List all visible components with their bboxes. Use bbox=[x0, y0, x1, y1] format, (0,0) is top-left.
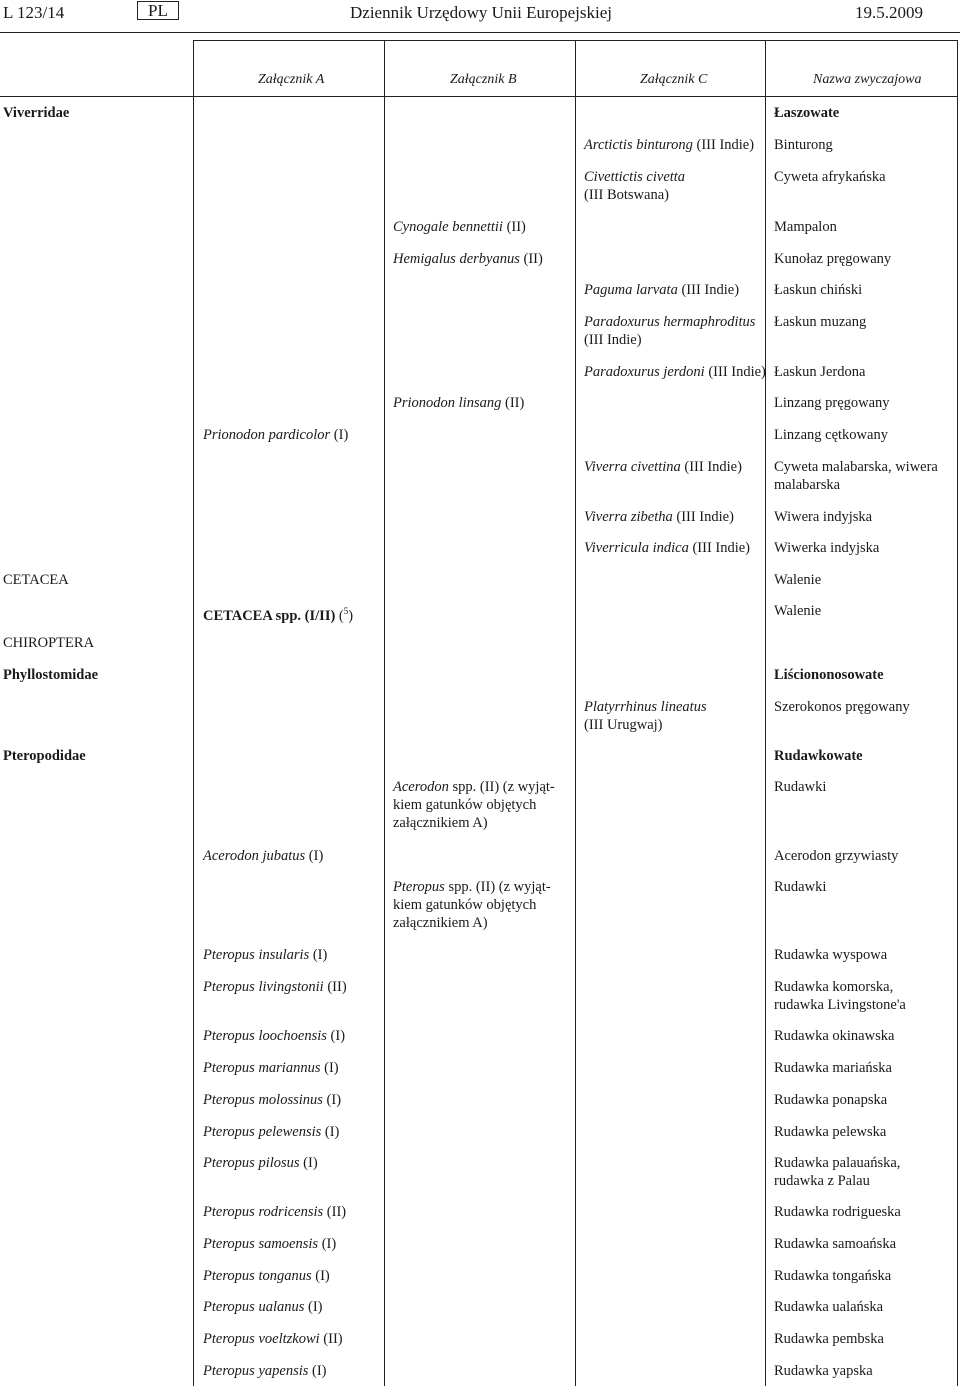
annex-c-cell: Paradoxurus hermaphroditus (III Indie) bbox=[584, 314, 756, 348]
annex-c-cell: Viverricula indica (III Indie) bbox=[584, 540, 751, 556]
common-name-cell: Wiwera indyjska bbox=[774, 509, 873, 525]
column-divider bbox=[384, 40, 385, 1386]
annex-b-cell: Cynogale bennettii (II) bbox=[393, 219, 526, 235]
annex-a-cell: Pteropus yapensis (I) bbox=[203, 1363, 327, 1379]
common-name-cell: Rudawka palauańska, rudawka z Palau bbox=[774, 1155, 901, 1189]
common-name-cell: Cyweta afrykańska bbox=[774, 169, 886, 185]
column-header-annex-b: Załącznik B bbox=[450, 72, 517, 87]
column-divider bbox=[957, 40, 958, 1386]
annex-c-cell: Viverra zibetha (III Indie) bbox=[584, 509, 734, 525]
annex-c-cell: Viverra civettina (III Indie) bbox=[584, 459, 742, 475]
taxon-cell: Viverridae bbox=[3, 105, 70, 121]
common-name-cell: Łaskun chiński bbox=[774, 282, 863, 298]
annex-a-cell: CETACEA spp. (I/II) ($^5$) bbox=[203, 606, 354, 624]
column-divider bbox=[765, 40, 766, 1386]
common-name-cell: Rudawki bbox=[774, 879, 827, 895]
common-name-cell: Łaskun Jerdona bbox=[774, 364, 866, 380]
annex-b-cell: Prionodon linsang (II) bbox=[393, 395, 525, 411]
taxon-cell: CETACEA bbox=[3, 572, 69, 588]
annex-a-cell: Pteropus ualanus (I) bbox=[203, 1299, 323, 1315]
column-header-annex-a: Załącznik A bbox=[258, 72, 325, 87]
journal-title: Dziennik Urzędowy Unii Europejskiej bbox=[350, 3, 613, 22]
common-name-cell: Szerokonos pręgowany bbox=[774, 699, 910, 715]
common-name-cell: Kunołaz pręgowany bbox=[774, 251, 892, 267]
taxon-cell: Pteropodidae bbox=[3, 748, 86, 764]
language-badge: PL bbox=[137, 1, 179, 20]
common-name-cell: Rudawka mariańska bbox=[774, 1060, 892, 1076]
common-name-cell: Rudawka pelewska bbox=[774, 1124, 887, 1140]
annex-a-cell: Pteropus insularis (I) bbox=[203, 947, 328, 963]
annex-a-cell: Pteropus mariannus (I) bbox=[203, 1060, 339, 1076]
common-name-cell: Rudawkowate bbox=[774, 748, 863, 764]
publication-date: 19.5.2009 bbox=[855, 3, 923, 22]
annex-a-cell: Pteropus tonganus (I) bbox=[203, 1268, 330, 1284]
common-name-cell: Łaszowate bbox=[774, 105, 840, 121]
annex-b-cell: Acerodon spp. (II) (z wyjąt- kiem gatunków objętych załącznikiem A) bbox=[393, 779, 555, 831]
annex-a-cell: Pteropus samoensis (I) bbox=[203, 1236, 337, 1252]
annex-a-cell: Pteropus livingstonii (II) bbox=[203, 979, 347, 995]
annex-c-cell: Paguma larvata (III Indie) bbox=[584, 282, 740, 298]
column-divider bbox=[575, 40, 576, 1386]
common-name-cell: Walenie bbox=[774, 603, 822, 619]
common-name-cell: Walenie bbox=[774, 572, 822, 588]
header-rule bbox=[0, 32, 960, 33]
common-name-cell: Acerodon grzywiasty bbox=[774, 848, 899, 864]
common-name-cell: Rudawka ualańska bbox=[774, 1299, 884, 1315]
annex-c-cell: Civettictis civetta (III Botswana) bbox=[584, 169, 686, 203]
annex-a-cell: Acerodon jubatus (I) bbox=[203, 848, 324, 864]
common-name-cell: Liściononosowate bbox=[774, 667, 884, 683]
common-name-cell: Rudawka wyspowa bbox=[774, 947, 888, 963]
common-name-cell: Binturong bbox=[774, 137, 833, 153]
common-name-cell: Rudawka komorska, rudawka Livingstone'a bbox=[774, 979, 906, 1013]
table-header-rule bbox=[0, 96, 958, 97]
annex-c-cell: Paradoxurus jerdoni (III Indie) bbox=[584, 364, 766, 380]
page-ref: L 123/14 bbox=[3, 3, 65, 22]
common-name-cell: Linzang pręgowany bbox=[774, 395, 890, 411]
common-name-cell: Rudawka rodrigueska bbox=[774, 1204, 901, 1220]
common-name-cell: Rudawka tongańska bbox=[774, 1268, 892, 1284]
common-name-cell: Cyweta malabarska, wiwera malabarska bbox=[774, 459, 938, 493]
taxon-cell: Phyllostomidae bbox=[3, 667, 99, 683]
annex-b-cell: Pteropus spp. (II) (z wyjąt- kiem gatunków objętych załącznikiem A) bbox=[393, 879, 551, 931]
taxon-cell: CHIROPTERA bbox=[3, 635, 95, 651]
column-divider bbox=[193, 40, 194, 1386]
annex-a-cell: Prionodon pardicolor (I) bbox=[203, 427, 349, 443]
annex-c-cell: Platyrrhinus lineatus (III Urugwaj) bbox=[584, 699, 707, 733]
common-name-cell: Wiwerka indyjska bbox=[774, 540, 880, 556]
annex-a-cell: Pteropus rodricensis (II) bbox=[203, 1204, 347, 1220]
common-name-cell: Mampalon bbox=[774, 219, 837, 235]
annex-c-cell: Arctictis binturong (III Indie) bbox=[584, 137, 755, 153]
annex-a-cell: Pteropus pilosus (I) bbox=[203, 1155, 318, 1171]
annex-a-cell: Pteropus voeltzkowi (II) bbox=[203, 1331, 343, 1347]
annex-b-cell: Hemigalus derbyanus (II) bbox=[393, 251, 543, 267]
common-name-cell: Łaskun muzang bbox=[774, 314, 867, 330]
annex-a-cell: Pteropus molossinus (I) bbox=[203, 1092, 342, 1108]
column-header-annex-c: Załącznik C bbox=[640, 72, 708, 87]
annex-a-cell: Pteropus loochoensis (I) bbox=[203, 1028, 346, 1044]
common-name-cell: Rudawka okinawska bbox=[774, 1028, 895, 1044]
common-name-cell: Rudawka yapska bbox=[774, 1363, 873, 1379]
common-name-cell: Linzang cętkowany bbox=[774, 427, 888, 443]
common-name-cell: Rudawka ponapska bbox=[774, 1092, 888, 1108]
page-header bbox=[0, 0, 960, 27]
annex-a-cell: Pteropus pelewensis (I) bbox=[203, 1124, 340, 1140]
column-header-common-name: Nazwa zwyczajowa bbox=[813, 72, 922, 87]
common-name-cell: Rudawki bbox=[774, 779, 827, 795]
common-name-cell: Rudawka samoańska bbox=[774, 1236, 897, 1252]
common-name-cell: Rudawka pembska bbox=[774, 1331, 884, 1347]
